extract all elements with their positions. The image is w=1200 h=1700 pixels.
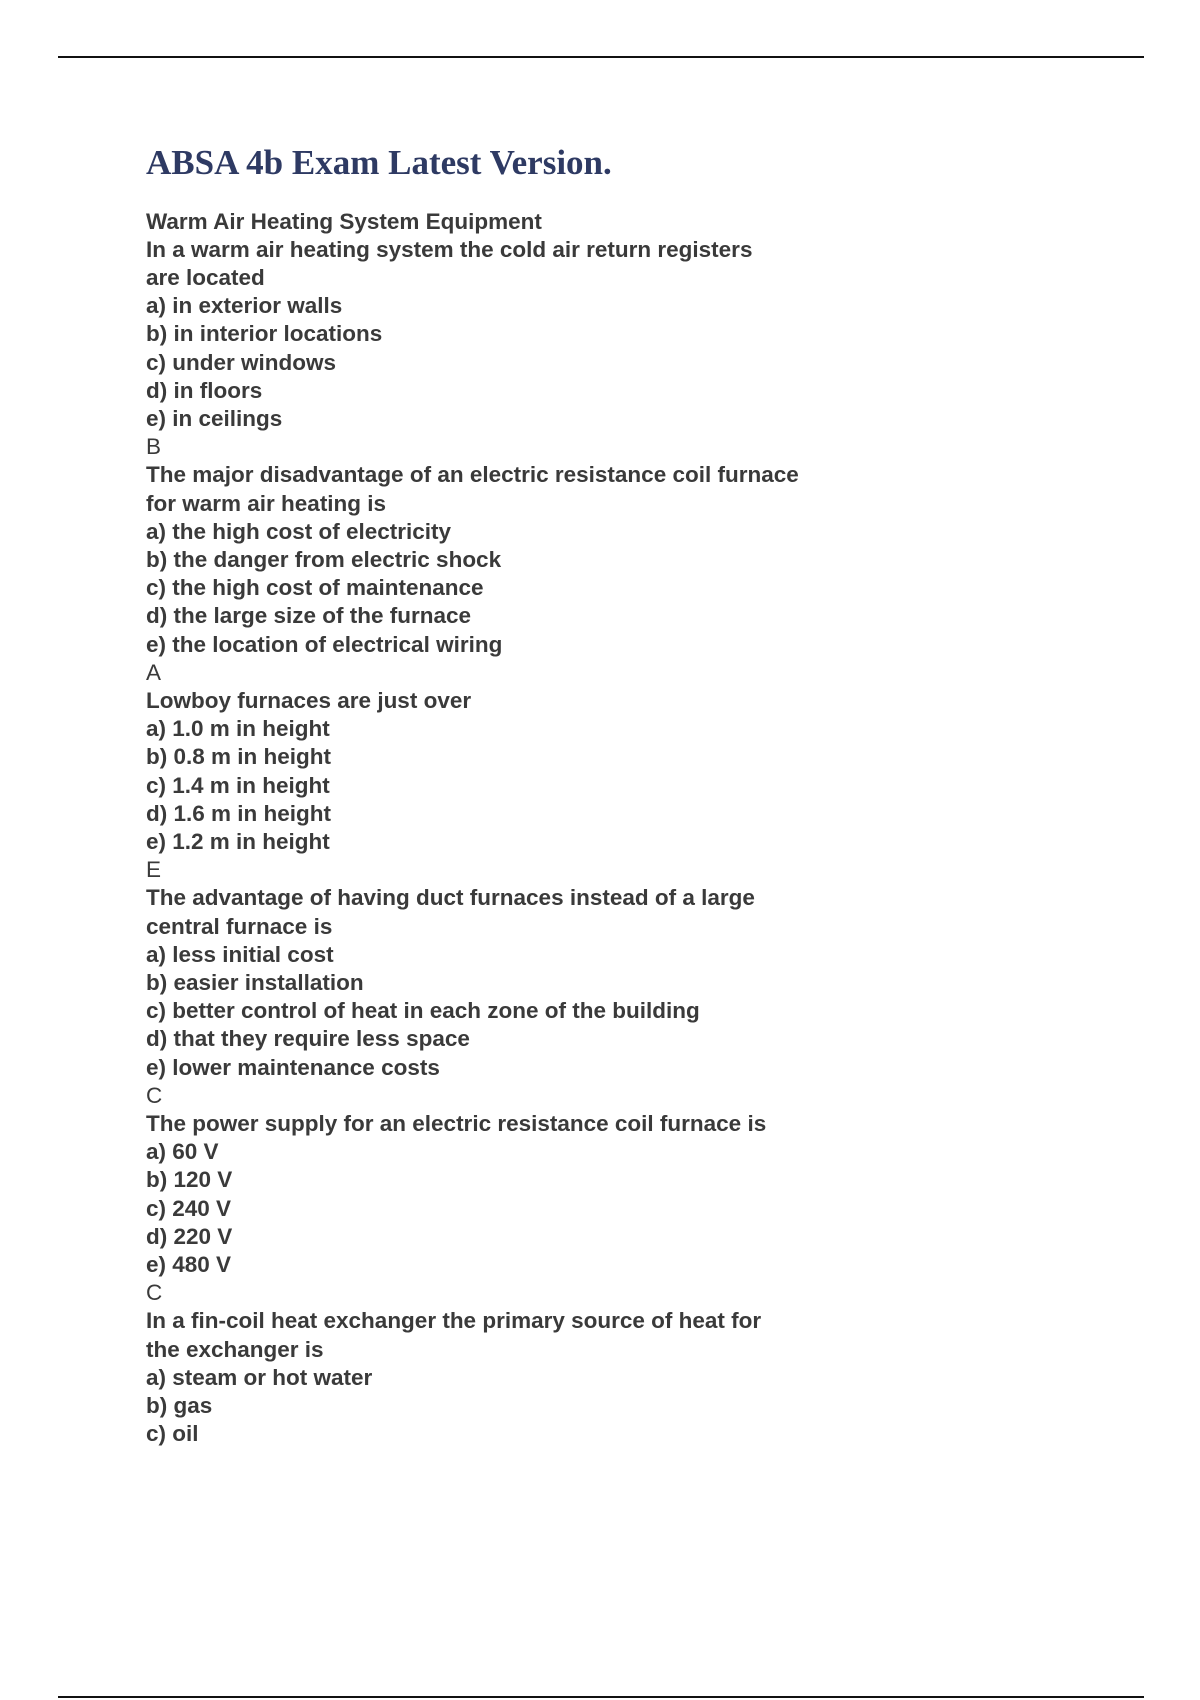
bottom-divider bbox=[58, 1696, 1144, 1698]
answer-option: b) 0.8 m in height bbox=[146, 744, 332, 770]
answer-option: b) gas bbox=[146, 1393, 213, 1419]
correct-answer: E bbox=[146, 857, 162, 883]
question-text: In a warm air heating system the cold air return registers bbox=[146, 236, 753, 262]
answer-option: e) the location of electrical wiring bbox=[146, 631, 503, 657]
answer-option: d) 220 V bbox=[146, 1223, 233, 1249]
answer-option: c) the high cost of maintenance bbox=[146, 575, 484, 601]
question-text: for warm air heating is bbox=[146, 490, 387, 516]
answer-option: c) oil bbox=[146, 1421, 199, 1447]
answer-option: e) lower maintenance costs bbox=[146, 1054, 440, 1080]
answer-option: a) 60 V bbox=[146, 1139, 219, 1165]
answer-option: e) 1.2 m in height bbox=[146, 828, 330, 854]
document-title: ABSA 4b Exam Latest Version. bbox=[146, 143, 612, 182]
answer-option: a) less initial cost bbox=[146, 941, 334, 967]
answer-option: d) 1.6 m in height bbox=[146, 800, 332, 826]
answer-option: b) easier installation bbox=[146, 969, 364, 995]
question-text: Lowboy furnaces are just over bbox=[146, 687, 472, 713]
answer-option: c) 240 V bbox=[146, 1195, 232, 1221]
answer-option: b) the danger from electric shock bbox=[146, 546, 502, 572]
question-text: are located bbox=[146, 264, 265, 290]
answer-option: c) better control of heat in each zone of the building bbox=[146, 998, 700, 1024]
question-text: The major disadvantage of an electric resistance coil furnace bbox=[146, 462, 799, 488]
question-text: central furnace is bbox=[146, 913, 333, 939]
answer-option: b) 120 V bbox=[146, 1167, 233, 1193]
answer-option: e) 480 V bbox=[146, 1252, 232, 1278]
top-divider bbox=[58, 56, 1144, 58]
question-text: the exchanger is bbox=[146, 1336, 324, 1362]
correct-answer: C bbox=[146, 1082, 163, 1108]
correct-answer: C bbox=[146, 1280, 163, 1306]
correct-answer: A bbox=[146, 659, 162, 685]
question-block bbox=[146, 1110, 1046, 1307]
section-heading: Warm Air Heating System Equipment bbox=[146, 208, 542, 234]
question-block bbox=[146, 236, 1046, 462]
question-text: In a fin-coil heat exchanger the primary source of heat for bbox=[146, 1308, 762, 1334]
answer-option: b) in interior locations bbox=[146, 321, 383, 347]
correct-answer: B bbox=[146, 434, 162, 460]
answer-option: a) in exterior walls bbox=[146, 293, 343, 319]
question-block bbox=[146, 461, 1046, 687]
answer-option: d) in floors bbox=[146, 377, 263, 403]
answer-option: a) the high cost of electricity bbox=[146, 518, 452, 544]
question-block bbox=[146, 884, 1046, 1110]
answer-option: c) under windows bbox=[146, 349, 337, 375]
answer-option: c) 1.4 m in height bbox=[146, 772, 330, 798]
answer-option: a) steam or hot water bbox=[146, 1364, 373, 1390]
answer-option: d) the large size of the furnace bbox=[146, 603, 472, 629]
question-block bbox=[146, 1307, 1046, 1448]
answer-option: d) that they require less space bbox=[146, 1026, 470, 1052]
answer-option: e) in ceilings bbox=[146, 405, 283, 431]
question-text: The power supply for an electric resistance coil furnace is bbox=[146, 1111, 767, 1136]
document-body bbox=[146, 208, 1046, 1449]
question-block bbox=[146, 687, 1046, 884]
answer-option: a) 1.0 m in height bbox=[146, 716, 330, 742]
question-text: The advantage of having duct furnaces instead of a large bbox=[146, 885, 755, 911]
document-page bbox=[146, 140, 1046, 1448]
